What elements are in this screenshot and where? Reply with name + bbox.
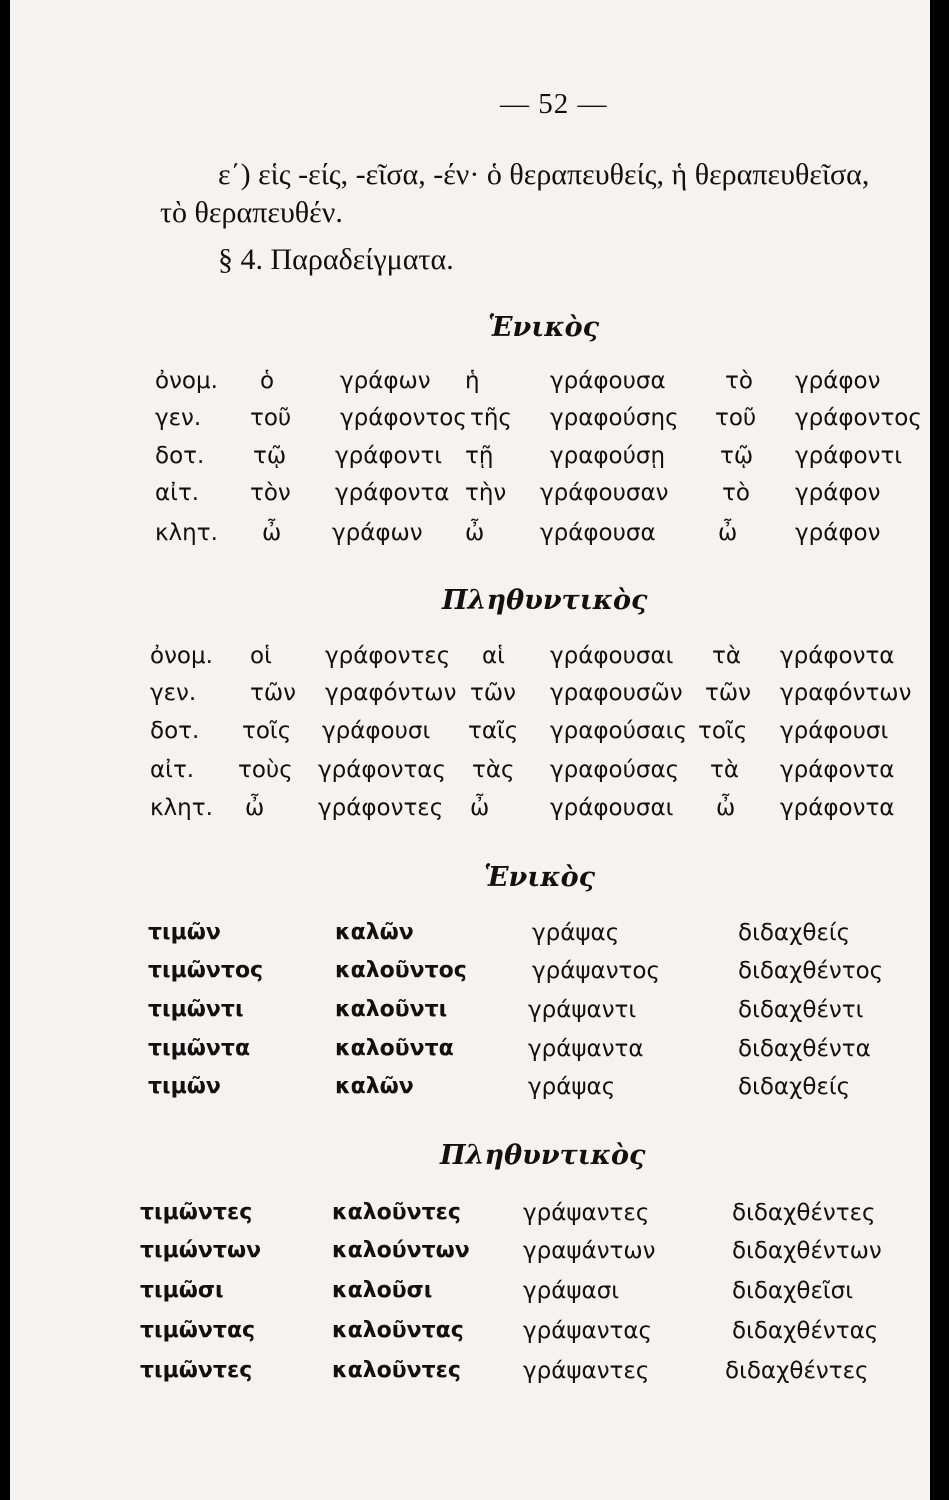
case-label: γεν. [150, 680, 197, 706]
table1-plural-title: Πληθυντικὸς [442, 585, 648, 616]
article: τῶν [705, 680, 751, 706]
participle-aorist-active: γράψαντες [523, 1200, 650, 1226]
masculine-form: γράφοντας [318, 757, 446, 783]
table-row [10, 520, 930, 556]
participle-contract-2: καλοῦντες [332, 1200, 461, 1225]
case-label: ὀνομ. [150, 643, 213, 669]
masculine-form: γράφοντες [325, 643, 451, 669]
participle-aorist-passive: διδαχθέντα [738, 1036, 871, 1062]
neuter-form: γραφόντων [780, 680, 912, 706]
participle-contract-1: τιμῶσι [140, 1278, 224, 1303]
participle-contract-1: τιμῶντα [148, 1036, 251, 1061]
article: τὴν [465, 480, 507, 506]
participle-aorist-passive: διδαχθέντων [732, 1238, 882, 1264]
feminine-form: γραφουσῶν [550, 680, 683, 706]
article: τοὺς [238, 757, 293, 783]
article: τοῖς [698, 718, 748, 744]
intro-line-1: ε΄) εἱς -είς, -εῖσα, -έν· ὁ θεραπευθείς, ἡ θεραπευθεῖσα, [218, 158, 870, 191]
table-row [10, 1318, 930, 1354]
table-row [10, 1074, 930, 1110]
article: ὦ [262, 520, 282, 546]
participle-contract-1: τιμῶντι [148, 997, 244, 1022]
participle-aorist-active: γράψαντας [523, 1318, 653, 1344]
participle-contract-2: καλοῦντι [335, 997, 448, 1022]
case-label: αἰτ. [155, 480, 200, 506]
participle-aorist-passive: διδαχθέντες [732, 1200, 876, 1226]
neuter-form: γράφοντα [780, 757, 895, 783]
table-row [10, 997, 930, 1033]
participle-contract-2: καλοῦσι [332, 1278, 433, 1303]
article: τῷ [720, 443, 754, 469]
table-row [10, 1200, 930, 1236]
table-row [10, 643, 930, 679]
participle-contract-1: τιμώντων [140, 1238, 262, 1263]
table-row [10, 368, 930, 404]
table-row [10, 1358, 930, 1394]
table-row [10, 757, 930, 793]
table-row [10, 405, 930, 441]
article: τὸν [250, 480, 291, 506]
participle-contract-2: καλοῦντες [332, 1358, 461, 1383]
neuter-form: γράφον [795, 520, 881, 546]
table-row [10, 680, 930, 716]
table-row [10, 920, 930, 956]
participle-aorist-passive: διδαχθέντας [732, 1318, 879, 1344]
article: ὦ [465, 520, 485, 546]
masculine-form: γραφόντων [325, 680, 457, 706]
masculine-form: γράφων [332, 520, 423, 546]
masculine-form: γράφοντα [335, 480, 450, 506]
participle-aorist-active: γραψάντων [523, 1238, 656, 1264]
table-row [10, 795, 930, 831]
participle-contract-1: τιμῶν [148, 920, 221, 945]
article: τὰ [710, 757, 740, 783]
participle-contract-2: καλῶν [335, 1074, 414, 1099]
article: ὁ [260, 368, 275, 394]
neuter-form: γράφοντα [780, 795, 895, 821]
masculine-form: γράφουσι [322, 718, 431, 744]
feminine-form: γράφουσαι [550, 795, 674, 821]
participle-aorist-active: γράψαντα [528, 1036, 644, 1062]
masculine-form: γράφων [340, 368, 431, 394]
article: οἱ [250, 643, 272, 669]
article: ὦ [718, 520, 738, 546]
case-label: γεν. [155, 405, 202, 431]
book-page [10, 0, 930, 1500]
article: τῶν [250, 680, 296, 706]
feminine-form: γράφουσαν [540, 480, 669, 506]
case-label: κλητ. [150, 795, 213, 821]
article: τοῦ [250, 405, 292, 431]
participle-aorist-passive: διδαχθέντος [738, 958, 884, 984]
case-label: αἰτ. [150, 757, 195, 783]
participle-contract-1: τιμῶν [148, 1074, 221, 1099]
article: τὰς [472, 757, 515, 783]
table-row [10, 443, 930, 479]
participle-aorist-active: γράψαντι [528, 997, 637, 1023]
table1-singular-title: Ἑνικὸς [488, 312, 600, 343]
participle-aorist-active: γράψας [532, 920, 620, 946]
feminine-form: γραφούσαις [550, 718, 687, 744]
neuter-form: γράφοντα [780, 643, 895, 669]
table-row [10, 1238, 930, 1274]
page-number: — 52 — [500, 88, 608, 120]
article: αἱ [482, 643, 505, 669]
neuter-form: γράφον [795, 480, 881, 506]
article: τῷ [253, 443, 287, 469]
participle-aorist-passive: διδαχθείς [738, 920, 851, 946]
masculine-form: γράφοντι [335, 443, 443, 469]
participle-aorist-passive: διδαχθέντες [725, 1358, 869, 1384]
table-row [10, 1278, 930, 1314]
participle-aorist-passive: διδαχθείς [738, 1074, 851, 1100]
participle-contract-1: τιμῶντας [140, 1318, 256, 1343]
article: ὦ [245, 795, 265, 821]
article: τῇ [465, 443, 494, 469]
participle-contract-2: καλοῦντα [335, 1036, 454, 1061]
table-row [10, 718, 930, 754]
case-label: δοτ. [150, 718, 200, 744]
feminine-form: γραφούσῃ [550, 443, 666, 469]
article: ὦ [716, 795, 736, 821]
feminine-form: γράφουσα [550, 368, 666, 394]
case-label: δοτ. [155, 443, 205, 469]
table-row [10, 480, 930, 516]
feminine-form: γράφουσα [540, 520, 656, 546]
article: τῆς [470, 405, 512, 431]
article: τὸ [722, 480, 750, 506]
neuter-form: γράφουσι [780, 718, 889, 744]
intro-line-2: τὸ θεραπευθέν. [160, 196, 343, 229]
article: τοῦ [715, 405, 757, 431]
article: τοῖς [242, 718, 292, 744]
table2-plural-title: Πληθυντικὸς [440, 1140, 646, 1171]
feminine-form: γράφουσαι [550, 643, 674, 669]
table-row [10, 958, 930, 994]
article: ὦ [470, 795, 490, 821]
case-label: ὀνομ. [155, 368, 218, 394]
participle-contract-1: τιμῶντος [148, 958, 264, 983]
article: τῶν [470, 680, 516, 706]
participle-aorist-active: γράψαντος [532, 958, 660, 984]
table-row [10, 1036, 930, 1072]
case-label: κλητ. [155, 520, 218, 546]
article: τὰ [712, 643, 742, 669]
participle-aorist-active: γράψασι [523, 1278, 620, 1304]
table2-singular-title: Ἑνικὸς [484, 862, 596, 893]
participle-aorist-active: γράψαντες [523, 1358, 650, 1384]
neuter-form: γράφοντι [795, 443, 903, 469]
participle-contract-2: καλῶν [335, 920, 414, 945]
participle-contract-1: τιμῶντες [140, 1200, 253, 1225]
masculine-form: γράφοντος [340, 405, 467, 431]
participle-contract-2: καλοῦντας [332, 1318, 464, 1343]
participle-aorist-passive: διδαχθέντι [738, 997, 864, 1023]
neuter-form: γράφοντος [795, 405, 922, 431]
section-heading: § 4. Παραδείγματα. [218, 243, 454, 276]
participle-aorist-active: γράψας [528, 1074, 616, 1100]
masculine-form: γράφοντες [318, 795, 444, 821]
article: ἡ [465, 368, 480, 394]
article: τὸ [725, 368, 753, 394]
participle-contract-2: καλούντων [332, 1238, 470, 1263]
neuter-form: γράφον [795, 368, 881, 394]
participle-contract-2: καλοῦντος [335, 958, 467, 983]
participle-aorist-passive: διδαχθεῖσι [732, 1278, 854, 1304]
feminine-form: γραφούσης [550, 405, 679, 431]
article: ταῖς [468, 718, 519, 744]
feminine-form: γραφούσας [550, 757, 680, 783]
participle-contract-1: τιμῶντες [140, 1358, 253, 1383]
